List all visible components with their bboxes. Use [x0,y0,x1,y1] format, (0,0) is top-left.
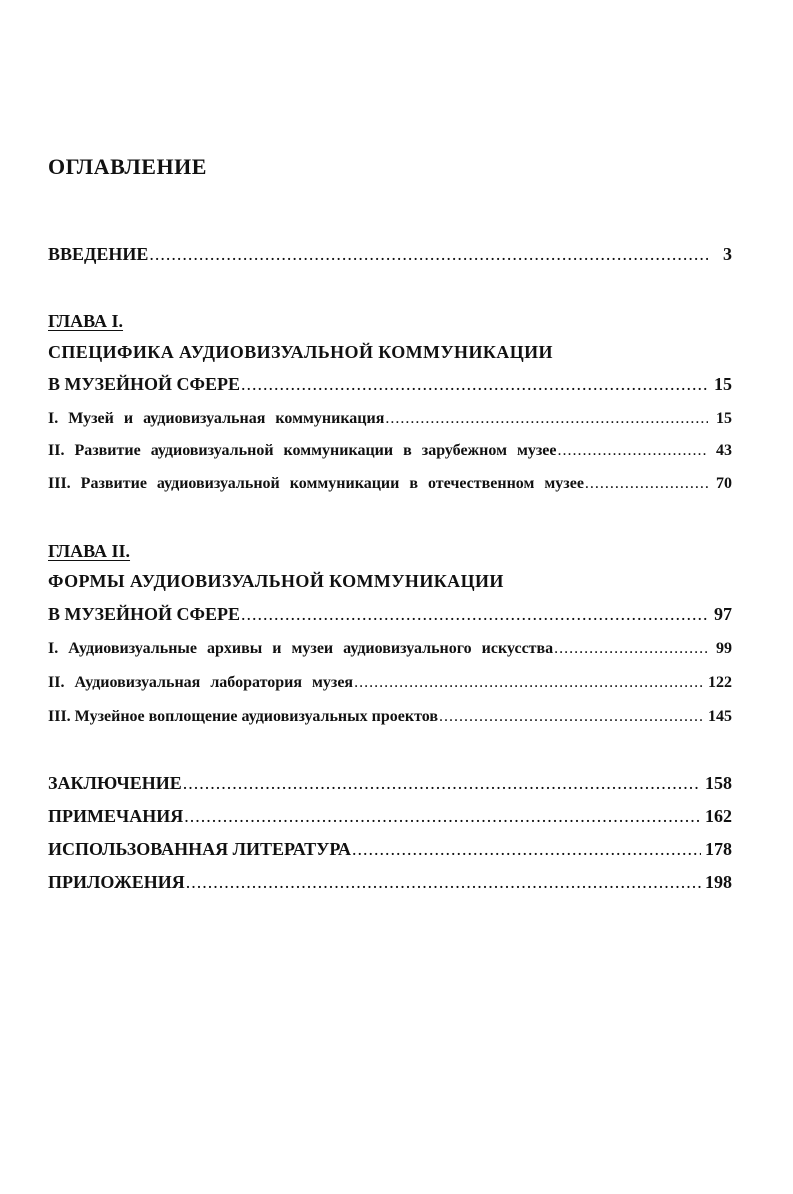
page-title: ОГЛАВЛЕНИЕ [48,154,207,179]
toc-entry-label: II. Развитие аудиовизуальной коммуникации в зарубежном музее [48,442,557,459]
chapter-1-title: СПЕЦИФИКА АУДИОВИЗУАЛЬНОЙ КОММУНИКАЦИИ [48,342,553,362]
toc-entry-chapter-2[interactable] [48,604,732,625]
dot-leader [241,374,708,395]
toc-entry-label: I. Музей и аудиовизуальная коммуникация [48,410,385,427]
toc-entry-appendices[interactable] [48,872,732,893]
dot-leader [554,640,708,658]
dot-leader [149,244,708,265]
toc-entry-label: ПРИМЕЧАНИЯ [48,806,184,826]
toc-page-number: 162 [705,806,732,826]
toc-page-number: 178 [705,839,732,859]
dot-leader [183,773,701,794]
dot-leader [354,674,704,692]
toc-page-number: 198 [705,872,732,892]
dot-leader [385,410,708,428]
toc-entry-label: III. Развитие аудиовизуальной коммуникации в отечественном музее [48,475,584,492]
dot-leader [241,604,708,625]
toc-entry-introduction[interactable] [48,244,732,265]
dot-leader [585,475,708,493]
chapter-1-label: ГЛАВА I. [48,311,124,331]
toc-entry-label: В МУЗЕЙНОЙ СФЕРЕ [48,604,240,624]
toc-entry-section-2-1[interactable] [48,640,732,658]
toc-entry-label: III. Музейное воплощение аудиовизуальных проектов [48,708,438,725]
chapter-2-title: ФОРМЫ АУДИОВИЗУАЛЬНОЙ КОММУНИКАЦИИ [48,571,504,591]
toc-entry-notes[interactable] [48,806,732,827]
toc-entry-label: ЗАКЛЮЧЕНИЕ [48,773,182,793]
toc-entry-label: ВВЕДЕНИЕ [48,244,149,264]
toc-page-number: 99 [716,640,732,657]
toc-entry-label: ИСПОЛЬЗОВАННАЯ ЛИТЕРАТУРА [48,839,352,859]
toc-entry-chapter-1[interactable] [48,374,732,395]
chapter-2-label: ГЛАВА II. [48,541,131,561]
toc-page-number: 122 [708,674,732,691]
toc-entry-section-1-3[interactable] [48,475,732,493]
toc-page-number: 15 [714,374,732,394]
toc-entry-label: II. Аудиовизуальная лаборатория музея [48,674,354,691]
toc-page-number: 97 [714,604,732,624]
dot-leader [558,442,709,460]
toc-entry-label: I. Аудиовизуальные архивы и музеи аудиовизуального искусства [48,640,554,657]
dot-leader [184,806,701,827]
toc-page-number: 15 [716,410,732,427]
toc-page-number: 3 [723,244,732,264]
toc-entry-label: ПРИЛОЖЕНИЯ [48,872,185,892]
dot-leader [352,839,701,860]
toc-entry-references[interactable] [48,839,732,860]
dot-leader [439,708,704,726]
toc-entry-section-2-3[interactable] [48,708,732,726]
toc-page-number: 158 [705,773,732,793]
toc-entry-conclusion[interactable] [48,773,732,794]
toc-entry-section-2-2[interactable] [48,674,732,692]
toc-entry-section-1-2[interactable] [48,442,732,460]
toc-entry-section-1-1[interactable] [48,410,732,428]
toc-entry-label: В МУЗЕЙНОЙ СФЕРЕ [48,374,240,394]
dot-leader [186,872,701,893]
toc-page-number: 70 [716,475,732,492]
toc-page-number: 145 [708,708,732,725]
toc-page-number: 43 [716,442,732,459]
